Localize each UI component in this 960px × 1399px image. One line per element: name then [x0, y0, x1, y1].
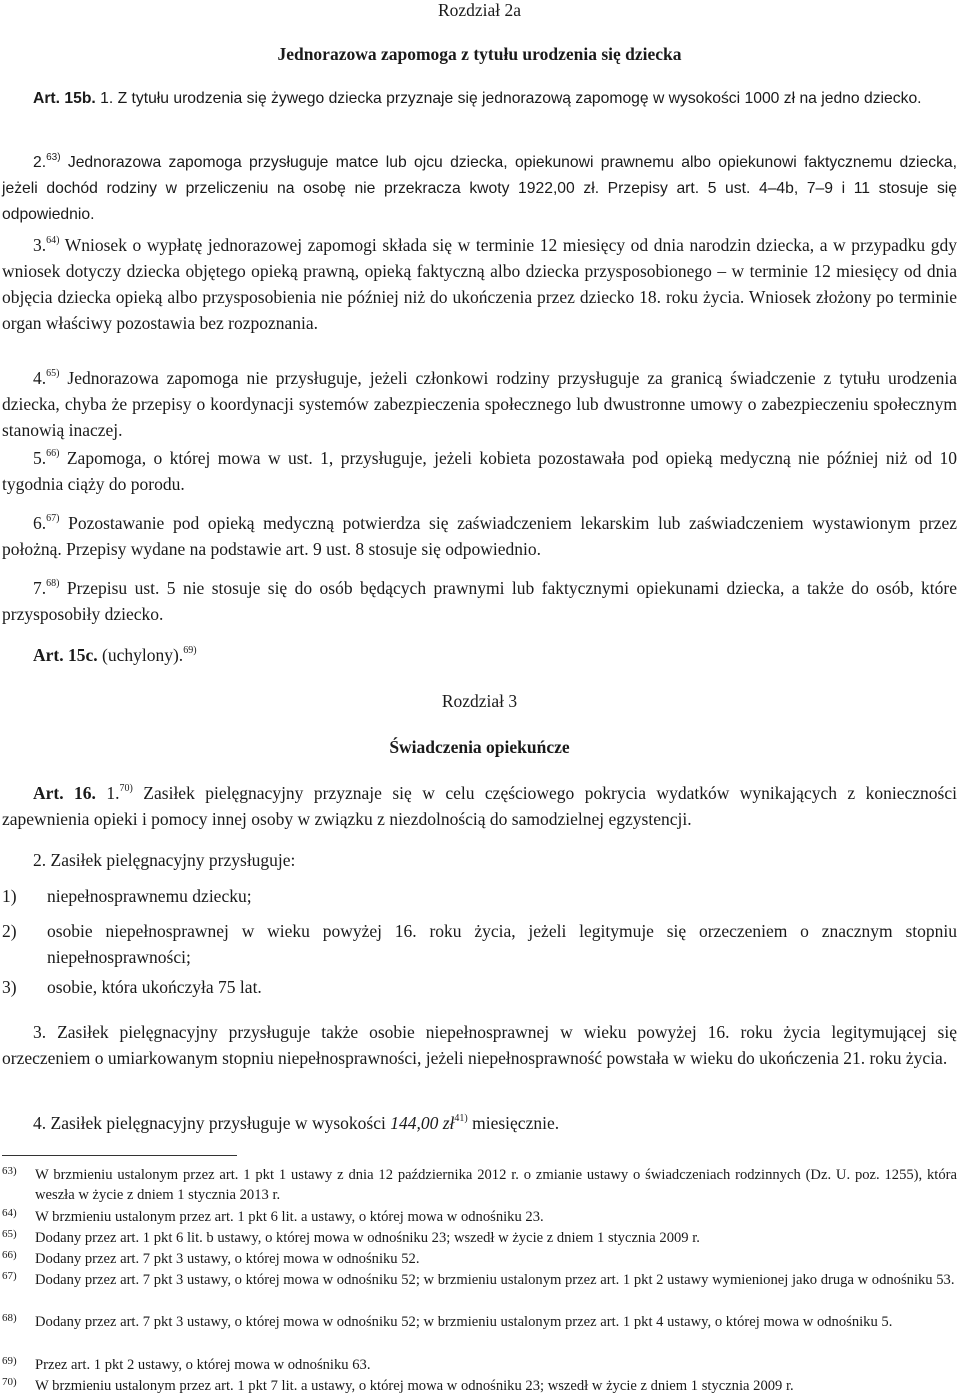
- paragraph-text: Przepisu ust. 5 nie stosuje się do osób będących prawnymi lub faktycznymi opiekunami dziecka, a także do osób, które przysposobiły dziecko.: [2, 578, 957, 624]
- paragraph-text: Wniosek o wypłatę jednorazowej zapomogi składa się w terminie 12 miesięcy od dnia narodzin dziecka, a w przypadku gdy wniosek dotyczy dziecka objętego opieką prawną, opieką faktyczną albo dziecka przysposobionego – w terminie 12 miesięcy od dnia objęcia dziecka opieką albo przysposobienia nie później niż do ukończenia przez dziecko 18. roku życia. Wniosek złożony po terminie organ właściwy pozostawia bez rozpoznania.: [2, 235, 957, 333]
- footnote-separator: [2, 1155, 237, 1156]
- list-item-text: osobie, która ukończyła 75 lat.: [47, 977, 262, 997]
- footnote-reference: 41): [454, 1113, 468, 1125]
- benefit-amount: 144,00 zł: [390, 1113, 455, 1133]
- footnote-number: 67): [2, 1270, 17, 1282]
- footnote-text: Dodany przez art. 7 pkt 3 ustawy, o której mowa w odnośniku 52; w brzmieniu ustalonym przez art. 1 pkt 4 ustawy, o której mowa w odnośniku 5.: [35, 1314, 893, 1330]
- footnote-text: Dodany przez art. 7 pkt 3 ustawy, o której mowa w odnośniku 52; w brzmieniu ustalonym przez art. 1 pkt 2 ustawy wymienionej jako druga w odnośniku 53.: [35, 1272, 955, 1288]
- footnote-reference: 69): [183, 645, 197, 657]
- paragraph-text: 3. Zasiłek pielęgnacyjny przysługuje także osobie niepełnosprawnej w wieku powyżej 16. roku życia legitymującej się orzeczeniem o umiarkowanym stopniu niepełnosprawności, jeżeli niepełnosprawność powstała w wieku do ukończenia 21. roku życia.: [2, 1022, 957, 1068]
- chapter-heading-text: Rozdział 3: [441, 691, 518, 711]
- footnote-text: Dodany przez art. 1 pkt 6 lit. b ustawy, o której mowa w odnośniku 23; wszedł w życie z dniem 1 stycznia 2009 r.: [35, 1230, 700, 1246]
- footnote-reference: 65): [46, 368, 60, 380]
- footnote-number: 66): [2, 1249, 17, 1261]
- article-16-paragraph-1: [2, 780, 957, 832]
- footnote-number: 63): [2, 1165, 17, 1177]
- footnote-reference: 67): [46, 513, 60, 525]
- paragraph-number: 4.: [33, 368, 47, 388]
- paragraph-number: 1.: [95, 783, 120, 803]
- list-item-text: niepełnosprawnemu dziecku;: [47, 886, 252, 906]
- footnote-reference: 63): [46, 151, 61, 163]
- footnote-reference: 64): [46, 235, 60, 247]
- chapter-title-text: Świadczenia opiekuńcze: [389, 737, 570, 757]
- paragraph-text: Zasiłek pielęgnacyjny przyznaje się w celu częściowego pokrycia wydatków wynikających z konieczności zapewnienia opieki i pomocy innej osoby w związku z niezdolnością do samodzielnej egzystencji.: [2, 783, 957, 829]
- chapter-title: [2, 734, 957, 760]
- footnote-number: 65): [2, 1228, 17, 1240]
- footnote-text: W brzmieniu ustalonym przez art. 1 pkt 1 ustawy z dnia 12 października 2012 r. o zmianie ustawy o świadczeniach rodzinnych (Dz. U. poz. 1255), która weszła w życie z dniem 1 stycznia 2013 r.: [35, 1167, 957, 1203]
- chapter-title: [2, 41, 957, 67]
- paragraph-text: 2. Zasiłek pielęgnacyjny przysługuje:: [33, 850, 296, 870]
- paragraph-text: Pozostawanie pod opieką medyczną potwierdza się zaświadczeniem lekarskim lub zaświadczeniem wystawionym przez położną. Przepisy wydane na podstawie art. 9 ust. 8 stosuje się odpowiednio.: [2, 513, 957, 559]
- list-item-number: 2): [2, 921, 17, 941]
- footnote-number: 69): [2, 1355, 17, 1367]
- footnote-text: W brzmieniu ustalonym przez art. 1 pkt 7 lit. a ustawy, o której mowa w odnośniku 23; wszedł w życie z dniem 1 stycznia 2009 r.: [35, 1378, 794, 1394]
- paragraph-text: (uchylony).: [97, 645, 184, 665]
- paragraph-text: Zapomoga, o której mowa w ust. 1, przysługuje, jeżeli kobieta pozostawała pod opieką medyczną nie później niż od 10 tygodnia ciąży do porodu.: [2, 448, 957, 494]
- paragraph-number: 5.: [33, 448, 47, 468]
- article-16-paragraph-4: [2, 1110, 957, 1136]
- footnote-text: Dodany przez art. 7 pkt 3 ustawy, o której mowa w odnośniku 52.: [35, 1251, 420, 1267]
- article-label: Art. 15b.: [33, 90, 96, 107]
- footnote-reference: 68): [46, 578, 60, 590]
- list-item-text: osobie niepełnosprawnej w wieku powyżej 16. roku życia, jeżeli legitymuje się orzeczeniem o znacznym stopniu niepełnosprawności;: [47, 921, 957, 967]
- article-15b-paragraph-1: [2, 86, 957, 112]
- article-15b-paragraph-4: [2, 365, 957, 443]
- footnote-number: 68): [2, 1312, 17, 1324]
- paragraph-text: miesięcznie.: [467, 1113, 560, 1133]
- paragraph-number: 7.: [33, 578, 47, 598]
- article-label: Art. 16.: [33, 783, 96, 803]
- chapter-title-text: Jednorazowa zapomoga z tytułu urodzenia się dziecka: [277, 44, 682, 64]
- article-15b-paragraph-2: [2, 150, 957, 228]
- article-15b-paragraph-6: [2, 510, 957, 562]
- paragraph-text: Jednorazowa zapomoga przysługuje matce lub ojcu dziecka, opiekunowi prawnemu albo opiekunowi faktycznemu dziecka, jeżeli dochód rodziny w przeliczeniu na osobę nie przekracza kwoty 1922,00 zł. Przepisy art. 5 ust. 4–4b, 7–9 i 11 stosuje się odpowiednio.: [2, 154, 957, 223]
- article-label: Art. 15c.: [33, 645, 98, 665]
- paragraph-number: 3.: [33, 235, 47, 255]
- article-15b-paragraph-7: [2, 575, 957, 627]
- chapter-heading: [2, 688, 957, 714]
- paragraph-text: 1. Z tytułu urodzenia się żywego dziecka przyznaje się jednorazową zapomogę w wysokości 1000 zł na jedno dziecko.: [95, 90, 922, 107]
- footnote-number: 70): [2, 1376, 17, 1388]
- chapter-heading: [2, 0, 957, 23]
- footnote-text: Przez art. 1 pkt 2 ustawy, o której mowa w odnośniku 63.: [35, 1357, 371, 1373]
- article-15c: [2, 642, 957, 668]
- footnote-reference: 70): [119, 783, 133, 795]
- chapter-heading-text: Rozdział 2a: [437, 0, 522, 20]
- article-15b-paragraph-3: [2, 232, 957, 336]
- footnote-number: 64): [2, 1207, 17, 1219]
- footnote-reference: 66): [46, 448, 60, 460]
- footnote-text: W brzmieniu ustalonym przez art. 1 pkt 6 lit. a ustawy, o której mowa w odnośniku 23.: [35, 1209, 544, 1225]
- list-item-number: 3): [2, 977, 17, 997]
- paragraph-text: Jednorazowa zapomoga nie przysługuje, jeżeli członkowi rodziny przysługuje za granicą świadczenie z tytułu urodzenia dziecka, chyba że przepisy o koordynacji systemów zabezpieczenia społecznego lub dwustronne umowy o zabezpieczeniu społecznym stanowią inaczej.: [2, 368, 957, 440]
- paragraph-number: 6.: [33, 513, 47, 533]
- list-item-number: 1): [2, 886, 17, 906]
- article-16-paragraph-3: [2, 1019, 957, 1071]
- paragraph-text: 4. Zasiłek pielęgnacyjny przysługuje w wysokości: [33, 1113, 391, 1133]
- article-16-paragraph-2: [2, 847, 957, 873]
- paragraph-number: 2.: [33, 154, 47, 171]
- article-15b-paragraph-5: [2, 445, 957, 497]
